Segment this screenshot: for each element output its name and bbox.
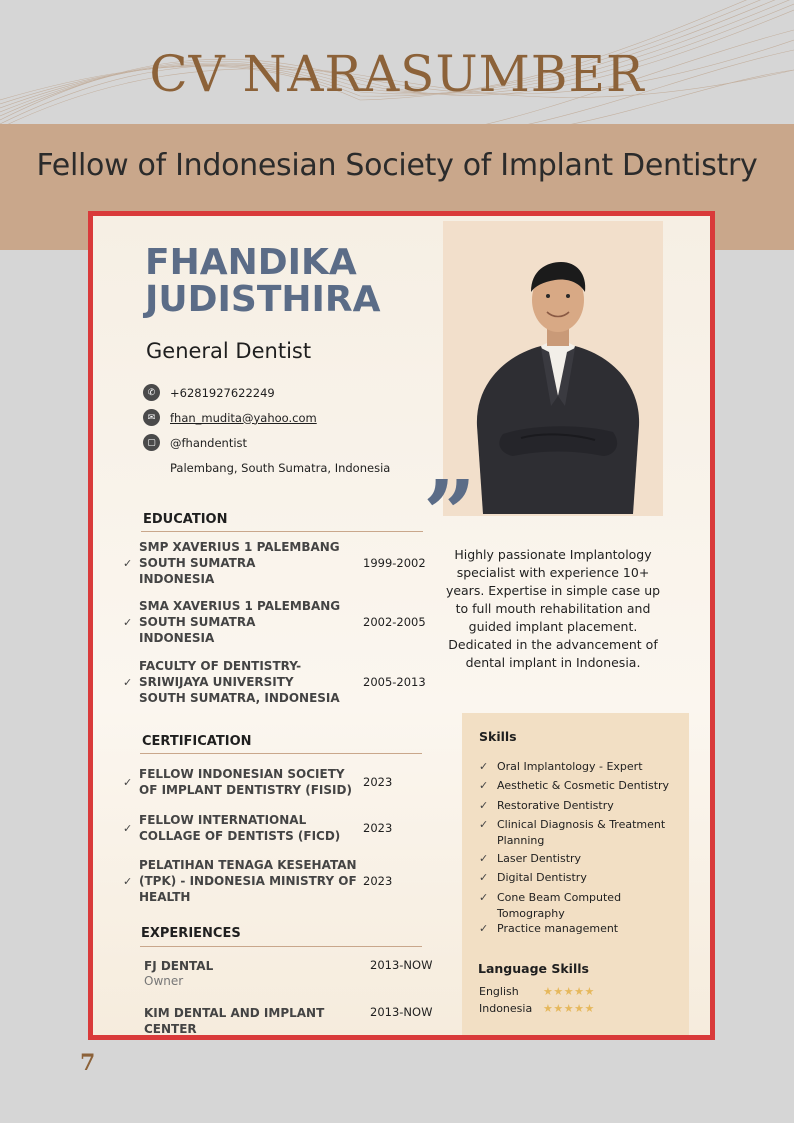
check-icon: ✓ xyxy=(123,675,133,689)
certification-line: FELLOW INDONESIAN SOCIETY xyxy=(139,767,345,781)
certification-line: (TPK) - INDONESIA MINISTRY OF xyxy=(139,874,357,888)
skill-label: Restorative Dentistry xyxy=(497,799,614,812)
experience-subtitle: Owner xyxy=(144,974,184,988)
document-title: CV NARASUMBER xyxy=(149,45,645,103)
certification-year: 2023 xyxy=(363,775,393,789)
experience-item xyxy=(144,1005,434,1037)
contact-phone xyxy=(143,384,275,401)
education-item xyxy=(123,598,433,646)
skill-item xyxy=(479,778,679,794)
skill-label: Oral Implantology - Expert xyxy=(497,760,643,773)
experience-item xyxy=(144,958,434,988)
skill-item xyxy=(479,851,679,867)
cv-card xyxy=(88,211,715,1040)
certification-divider xyxy=(140,753,422,754)
star-icon: ★ xyxy=(563,985,574,998)
experience-years: 2013-NOW xyxy=(370,958,433,972)
education-divider xyxy=(141,531,423,532)
skill-label: Cone Beam Computed Tomography xyxy=(497,891,622,920)
instagram-icon: ▢ xyxy=(143,434,160,451)
education-years: 2002-2005 xyxy=(363,615,426,629)
education-item xyxy=(123,539,433,587)
language-item xyxy=(479,985,595,998)
experience-title: KIM DENTAL AND IMPLANT CENTER xyxy=(144,1006,325,1036)
phone-icon: ✆ xyxy=(143,384,160,401)
check-icon: ✓ xyxy=(479,760,489,773)
star-icon: ★ xyxy=(553,1002,564,1015)
certification-item xyxy=(123,766,433,798)
education-line: SOUTH SUMATRA, INDONESIA xyxy=(139,691,340,705)
profile-photo xyxy=(463,256,653,514)
star-icon: ★ xyxy=(584,985,595,998)
certification-line: PELATIHAN TENAGA KESEHATAN xyxy=(139,858,357,872)
contact-email xyxy=(143,409,317,426)
skill-label: Practice management xyxy=(497,922,619,935)
certification-item xyxy=(123,812,433,844)
contact-location xyxy=(170,461,390,475)
check-icon: ✓ xyxy=(479,818,489,831)
check-icon: ✓ xyxy=(479,852,489,865)
education-line: SOUTH SUMATRA xyxy=(139,556,256,570)
education-years: 1999-2002 xyxy=(363,556,426,570)
email-link[interactable]: fhan_mudita@yahoo.com xyxy=(170,410,317,425)
email-icon: ✉ xyxy=(143,409,160,426)
location-text: Palembang, South Sumatra, Indonesia xyxy=(170,461,391,475)
certification-heading: CERTIFICATION xyxy=(142,734,252,749)
language-name: Indonesia xyxy=(479,1002,533,1015)
certification-item xyxy=(123,857,433,905)
check-icon: ✓ xyxy=(123,556,133,570)
education-item xyxy=(123,658,433,706)
education-line: SRIWIJAYA UNIVERSITY xyxy=(139,675,294,689)
profile-summary: Highly passionate Implantology specialist with experience 10+ years. Expertise in simple case up to full mouth rehabilitation and guided implant placement. Dedicated in the advancement of dental implant in Indonesia. xyxy=(445,547,661,670)
skill-item xyxy=(479,759,679,775)
education-heading: EDUCATION xyxy=(143,512,228,527)
star-icon: ★ xyxy=(563,1002,574,1015)
person-name xyxy=(145,244,381,318)
phone-text: +6281927622249 xyxy=(170,385,275,400)
social-handle: @fhandentist xyxy=(170,435,248,450)
language-rating xyxy=(543,1002,595,1015)
name-line-2: JUDISTHIRA xyxy=(145,279,381,320)
check-icon: ✓ xyxy=(479,871,489,884)
page-number: 7 xyxy=(80,1050,96,1076)
certification-line: FELLOW INTERNATIONAL xyxy=(139,813,307,827)
education-line: SMP XAVERIUS 1 PALEMBANG xyxy=(139,540,340,554)
document-subtitle: Fellow of Indonesian Society of Implant Dentistry xyxy=(36,148,758,183)
contact-social xyxy=(143,434,247,451)
experiences-heading: EXPERIENCES xyxy=(141,926,241,941)
check-icon: ✓ xyxy=(123,615,133,629)
skill-label: Laser Dentistry xyxy=(497,852,582,865)
skills-panel xyxy=(462,713,689,1040)
star-icon: ★ xyxy=(584,1002,595,1015)
check-icon: ✓ xyxy=(479,922,489,935)
skill-item xyxy=(479,870,679,886)
certification-line: OF IMPLANT DENTISTRY (FISID) xyxy=(139,783,352,797)
education-line: INDONESIA xyxy=(139,631,215,645)
skill-item xyxy=(479,921,679,937)
certification-year: 2023 xyxy=(363,821,393,835)
star-icon: ★ xyxy=(574,985,584,998)
check-icon: ✓ xyxy=(479,779,489,792)
check-icon: ✓ xyxy=(123,874,133,888)
skills-heading: Skills xyxy=(479,729,517,744)
language-rating xyxy=(543,985,595,998)
skill-item xyxy=(479,890,679,921)
experiences-divider xyxy=(140,946,422,947)
experience-years: 2013-NOW xyxy=(370,1005,433,1019)
certification-year: 2023 xyxy=(363,874,393,888)
quote-mark-icon: ” xyxy=(423,460,476,568)
education-line: INDONESIA xyxy=(139,572,215,586)
skill-label: Aesthetic & Cosmetic Dentistry xyxy=(497,779,670,792)
skill-label: Digital Dentistry xyxy=(497,871,587,884)
star-icon: ★ xyxy=(574,1002,584,1015)
language-skills-heading: Language Skills xyxy=(478,961,589,976)
language-item xyxy=(479,1002,595,1015)
star-icon: ★ xyxy=(543,1002,553,1015)
skill-item xyxy=(479,798,679,814)
certification-line: HEALTH xyxy=(139,890,191,904)
education-line: FACULTY OF DENTISTRY- xyxy=(139,659,302,673)
experience-title: FJ DENTAL xyxy=(144,959,214,973)
skill-label: Clinical Diagnosis & Treatment Planning xyxy=(497,818,666,847)
education-years: 2005-2013 xyxy=(363,675,426,689)
skill-item xyxy=(479,817,679,848)
star-icon: ★ xyxy=(553,985,564,998)
name-line-1: FHANDIKA xyxy=(145,242,357,283)
language-name: English xyxy=(479,985,519,998)
job-role: General Dentist xyxy=(146,339,312,363)
check-icon: ✓ xyxy=(123,821,133,835)
star-icon: ★ xyxy=(543,985,553,998)
check-icon: ✓ xyxy=(479,891,489,904)
certification-line: COLLAGE OF DENTISTS (FICD) xyxy=(139,829,341,843)
check-icon: ✓ xyxy=(123,775,133,789)
education-line: SOUTH SUMATRA xyxy=(139,615,256,629)
check-icon: ✓ xyxy=(479,799,489,812)
education-line: SMA XAVERIUS 1 PALEMBANG xyxy=(139,599,341,613)
